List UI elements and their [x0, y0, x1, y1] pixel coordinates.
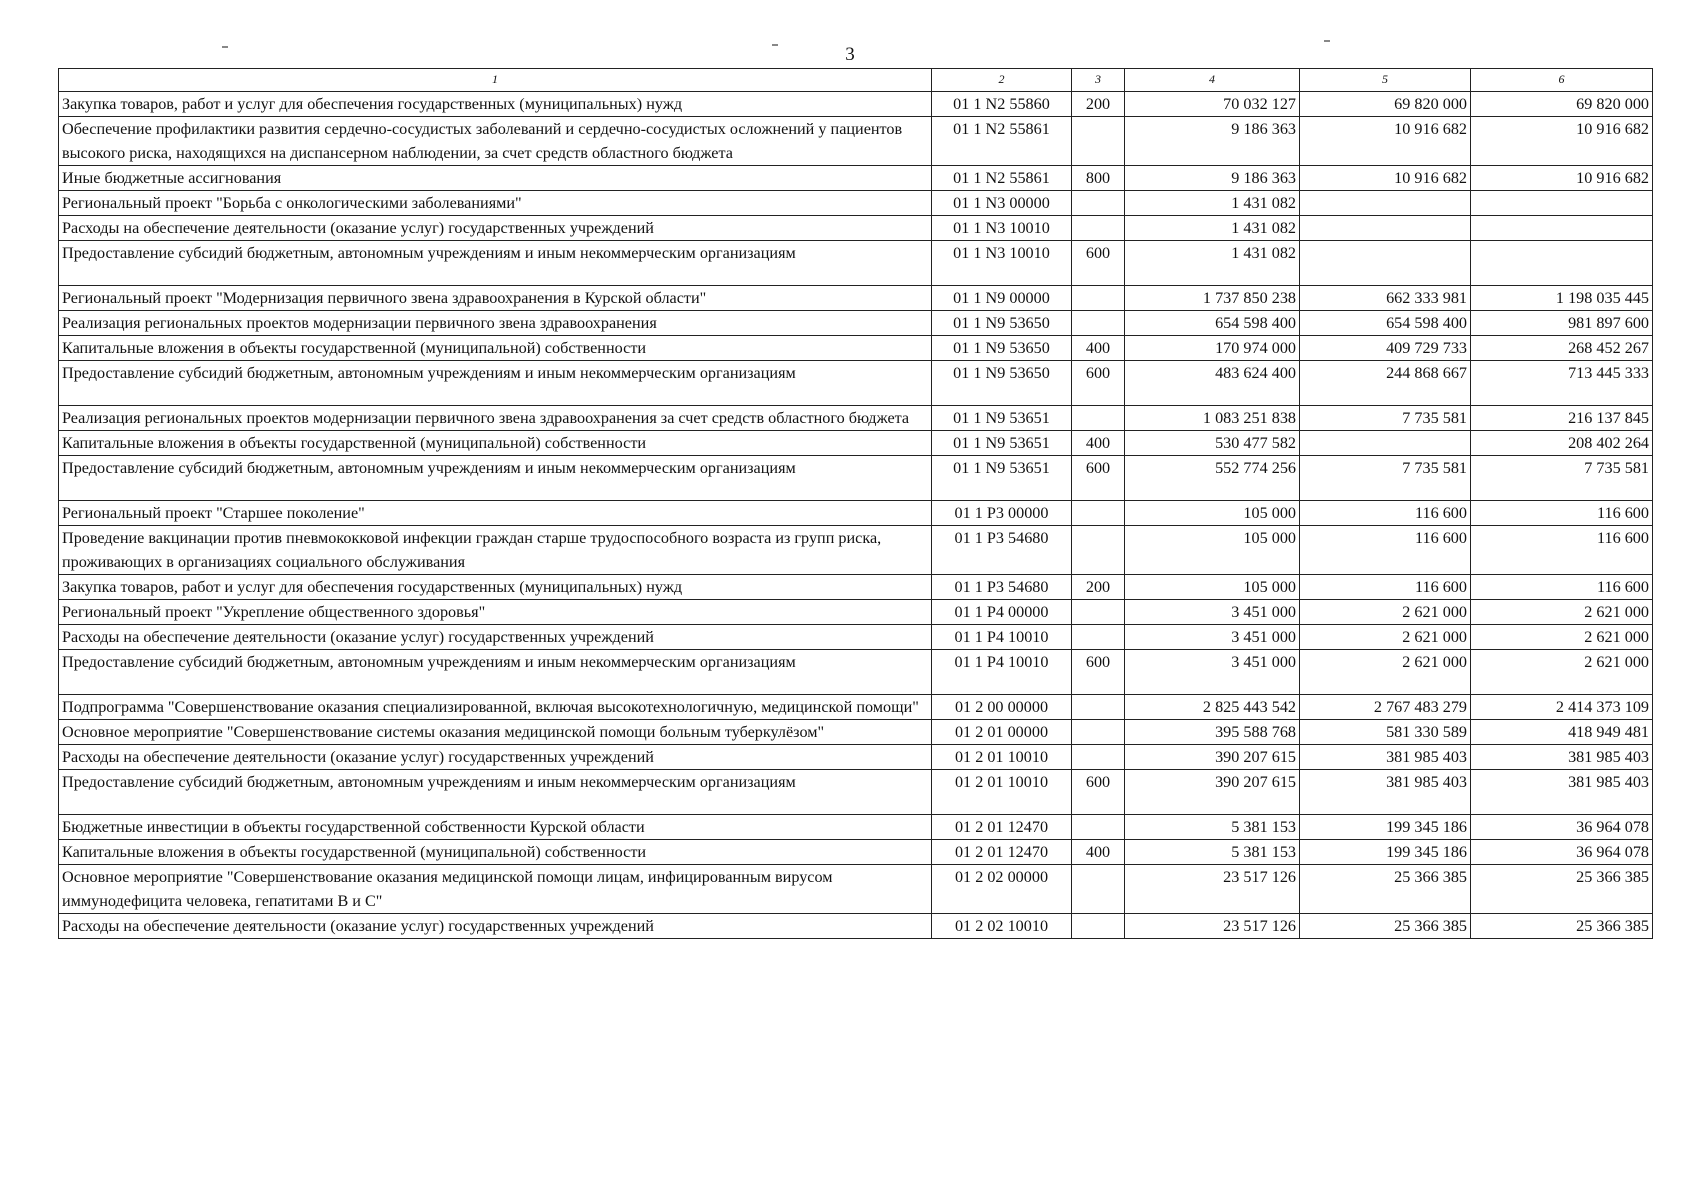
row-name-cell: Региональный проект "Укрепление общественного здоровья" — [59, 600, 932, 625]
row-value-col4: 552 774 256 — [1125, 456, 1300, 501]
table-row — [59, 526, 1653, 575]
row-value-col6: 10 916 682 — [1471, 117, 1653, 166]
row-type-cell — [1072, 406, 1125, 431]
row-value-col4: 5 381 153 — [1125, 815, 1300, 840]
row-value-col6 — [1471, 216, 1653, 241]
row-value-col4: 3 451 000 — [1125, 625, 1300, 650]
row-value-col5: 2 767 483 279 — [1300, 695, 1471, 720]
row-code-cell: 01 1 N9 53650 — [932, 336, 1072, 361]
row-value-col5: 2 621 000 — [1300, 625, 1471, 650]
row-value-col5: 7 735 581 — [1300, 406, 1471, 431]
row-name-cell: Региональный проект "Борьба с онкологическими заболеваниями" — [59, 191, 932, 216]
row-value-col6: 381 985 403 — [1471, 770, 1653, 815]
row-code-cell: 01 1 N9 53651 — [932, 431, 1072, 456]
row-value-col4: 1 431 082 — [1125, 191, 1300, 216]
table-row — [59, 166, 1653, 191]
row-code-cell: 01 1 N9 53651 — [932, 456, 1072, 501]
row-value-col5: 199 345 186 — [1300, 840, 1471, 865]
row-type-cell — [1072, 216, 1125, 241]
row-type-cell: 600 — [1072, 456, 1125, 501]
row-value-col5: 10 916 682 — [1300, 166, 1471, 191]
row-value-col5: 381 985 403 — [1300, 770, 1471, 815]
row-value-col5: 2 621 000 — [1300, 600, 1471, 625]
row-value-col5: 662 333 981 — [1300, 286, 1471, 311]
row-value-col5: 409 729 733 — [1300, 336, 1471, 361]
row-name-cell: Капитальные вложения в объекты государственной (муниципальной) собственности — [59, 336, 932, 361]
column-header-5: 5 — [1300, 69, 1471, 92]
row-type-cell — [1072, 914, 1125, 939]
row-name-cell: Капитальные вложения в объекты государственной (муниципальной) собственности — [59, 840, 932, 865]
table-row — [59, 840, 1653, 865]
table-row — [59, 406, 1653, 431]
row-value-col6: 7 735 581 — [1471, 456, 1653, 501]
row-value-col6: 116 600 — [1471, 501, 1653, 526]
row-code-cell: 01 1 N9 00000 — [932, 286, 1072, 311]
row-code-cell: 01 1 N2 55860 — [932, 92, 1072, 117]
row-code-cell: 01 1 N2 55861 — [932, 117, 1072, 166]
row-type-cell — [1072, 625, 1125, 650]
row-code-cell: 01 1 N9 53651 — [932, 406, 1072, 431]
column-header-1: 1 — [59, 69, 932, 92]
row-name-cell: Реализация региональных проектов модернизации первичного звена здравоохранения за счет средств областного бюджета — [59, 406, 932, 431]
row-value-col5: 116 600 — [1300, 575, 1471, 600]
row-value-col6: 381 985 403 — [1471, 745, 1653, 770]
row-value-col4: 105 000 — [1125, 575, 1300, 600]
row-value-col6: 25 366 385 — [1471, 914, 1653, 939]
row-name-cell: Предоставление субсидий бюджетным, автономным учреждениям и иным некоммерческим организациям — [59, 650, 932, 695]
row-value-col6: 2 621 000 — [1471, 625, 1653, 650]
table-row — [59, 501, 1653, 526]
row-name-cell: Расходы на обеспечение деятельности (оказание услуг) государственных учреждений — [59, 216, 932, 241]
row-value-col6 — [1471, 241, 1653, 286]
row-name-cell: Закупка товаров, работ и услуг для обеспечения государственных (муниципальных) нужд — [59, 575, 932, 600]
table-row — [59, 914, 1653, 939]
row-code-cell: 01 1 N9 53650 — [932, 361, 1072, 406]
row-code-cell: 01 1 N3 00000 — [932, 191, 1072, 216]
row-value-col4: 9 186 363 — [1125, 166, 1300, 191]
row-type-cell — [1072, 865, 1125, 914]
row-value-col6: 268 452 267 — [1471, 336, 1653, 361]
row-code-cell: 01 2 01 10010 — [932, 745, 1072, 770]
column-header-2: 2 — [932, 69, 1072, 92]
table-row — [59, 745, 1653, 770]
row-name-cell: Основное мероприятие "Совершенствование оказания медицинской помощи лицам, инфицированным вирусом иммунодефицита человека, гепатитами В и С" — [59, 865, 932, 914]
row-type-cell: 600 — [1072, 241, 1125, 286]
row-value-col6: 216 137 845 — [1471, 406, 1653, 431]
scan-speck — [1324, 40, 1330, 42]
row-name-cell: Основное мероприятие "Совершенствование системы оказания медицинской помощи больным туберкулёзом" — [59, 720, 932, 745]
row-name-cell: Реализация региональных проектов модернизации первичного звена здравоохранения — [59, 311, 932, 336]
row-value-col4: 530 477 582 — [1125, 431, 1300, 456]
row-code-cell: 01 2 01 00000 — [932, 720, 1072, 745]
row-name-cell: Иные бюджетные ассигнования — [59, 166, 932, 191]
row-name-cell: Предоставление субсидий бюджетным, автономным учреждениям и иным некоммерческим организациям — [59, 456, 932, 501]
row-name-cell: Предоставление субсидий бюджетным, автономным учреждениям и иным некоммерческим организациям — [59, 361, 932, 406]
row-type-cell — [1072, 117, 1125, 166]
row-value-col5: 116 600 — [1300, 501, 1471, 526]
row-value-col6: 713 445 333 — [1471, 361, 1653, 406]
row-value-col5: 25 366 385 — [1300, 914, 1471, 939]
row-value-col6: 981 897 600 — [1471, 311, 1653, 336]
page-number: 3 — [845, 44, 855, 65]
table-row — [59, 695, 1653, 720]
row-code-cell: 01 1 P4 10010 — [932, 625, 1072, 650]
row-type-cell — [1072, 745, 1125, 770]
row-value-col6: 208 402 264 — [1471, 431, 1653, 456]
row-type-cell — [1072, 191, 1125, 216]
row-name-cell: Расходы на обеспечение деятельности (оказание услуг) государственных учреждений — [59, 745, 932, 770]
table-row — [59, 600, 1653, 625]
row-code-cell: 01 1 P3 00000 — [932, 501, 1072, 526]
row-value-col6: 418 949 481 — [1471, 720, 1653, 745]
table-row — [59, 720, 1653, 745]
row-value-col4: 1 431 082 — [1125, 241, 1300, 286]
row-value-col4: 2 825 443 542 — [1125, 695, 1300, 720]
row-value-col5: 581 330 589 — [1300, 720, 1471, 745]
row-name-cell: Региональный проект "Старшее поколение" — [59, 501, 932, 526]
row-value-col5: 654 598 400 — [1300, 311, 1471, 336]
row-value-col4: 395 588 768 — [1125, 720, 1300, 745]
table-row — [59, 431, 1653, 456]
row-value-col5 — [1300, 241, 1471, 286]
row-type-cell: 400 — [1072, 431, 1125, 456]
table-row — [59, 311, 1653, 336]
row-type-cell — [1072, 526, 1125, 575]
row-name-cell: Капитальные вложения в объекты государственной (муниципальной) собственности — [59, 431, 932, 456]
row-value-col4: 1 083 251 838 — [1125, 406, 1300, 431]
row-value-col5 — [1300, 191, 1471, 216]
table-row — [59, 456, 1653, 501]
row-type-cell — [1072, 695, 1125, 720]
row-value-col6: 2 414 373 109 — [1471, 695, 1653, 720]
row-value-col4: 3 451 000 — [1125, 650, 1300, 695]
row-value-col6: 116 600 — [1471, 575, 1653, 600]
row-value-col5: 2 621 000 — [1300, 650, 1471, 695]
row-code-cell: 01 1 N3 10010 — [932, 216, 1072, 241]
row-type-cell: 200 — [1072, 92, 1125, 117]
table-header-row — [59, 69, 1653, 92]
row-type-cell: 800 — [1072, 166, 1125, 191]
row-name-cell: Предоставление субсидий бюджетным, автономным учреждениям и иным некоммерческим организациям — [59, 241, 932, 286]
row-value-col6: 69 820 000 — [1471, 92, 1653, 117]
table-row — [59, 191, 1653, 216]
row-value-col4: 23 517 126 — [1125, 865, 1300, 914]
row-type-cell — [1072, 311, 1125, 336]
row-value-col6: 2 621 000 — [1471, 650, 1653, 695]
table-row — [59, 815, 1653, 840]
table-body — [59, 92, 1653, 939]
row-value-col6 — [1471, 191, 1653, 216]
row-value-col4: 105 000 — [1125, 526, 1300, 575]
row-value-col4: 9 186 363 — [1125, 117, 1300, 166]
row-value-col4: 170 974 000 — [1125, 336, 1300, 361]
row-type-cell: 600 — [1072, 361, 1125, 406]
row-value-col6: 10 916 682 — [1471, 166, 1653, 191]
row-code-cell: 01 1 P4 10010 — [932, 650, 1072, 695]
row-type-cell: 200 — [1072, 575, 1125, 600]
row-value-col6: 2 621 000 — [1471, 600, 1653, 625]
row-value-col6: 116 600 — [1471, 526, 1653, 575]
row-code-cell: 01 1 N3 10010 — [932, 241, 1072, 286]
row-type-cell — [1072, 600, 1125, 625]
table-row — [59, 650, 1653, 695]
row-code-cell: 01 1 P4 00000 — [932, 600, 1072, 625]
row-code-cell: 01 2 01 12470 — [932, 840, 1072, 865]
row-value-col4: 70 032 127 — [1125, 92, 1300, 117]
row-type-cell: 400 — [1072, 840, 1125, 865]
row-value-col4: 23 517 126 — [1125, 914, 1300, 939]
row-name-cell: Региональный проект "Модернизация первичного звена здравоохранения в Курской области" — [59, 286, 932, 311]
row-name-cell: Закупка товаров, работ и услуг для обеспечения государственных (муниципальных) нужд — [59, 92, 932, 117]
column-header-3: 3 — [1072, 69, 1125, 92]
row-code-cell: 01 2 02 10010 — [932, 914, 1072, 939]
table-row — [59, 770, 1653, 815]
row-code-cell: 01 1 P3 54680 — [932, 575, 1072, 600]
row-name-cell: Предоставление субсидий бюджетным, автономным учреждениям и иным некоммерческим организациям — [59, 770, 932, 815]
table-row — [59, 625, 1653, 650]
table-row — [59, 865, 1653, 914]
table-row — [59, 336, 1653, 361]
row-type-cell: 600 — [1072, 770, 1125, 815]
row-value-col5: 116 600 — [1300, 526, 1471, 575]
row-value-col5: 69 820 000 — [1300, 92, 1471, 117]
row-value-col5: 10 916 682 — [1300, 117, 1471, 166]
row-value-col6: 1 198 035 445 — [1471, 286, 1653, 311]
row-value-col4: 390 207 615 — [1125, 770, 1300, 815]
row-name-cell: Расходы на обеспечение деятельности (оказание услуг) государственных учреждений — [59, 625, 932, 650]
row-code-cell: 01 1 N9 53650 — [932, 311, 1072, 336]
row-code-cell: 01 1 P3 54680 — [932, 526, 1072, 575]
row-code-cell: 01 2 00 00000 — [932, 695, 1072, 720]
table-row — [59, 361, 1653, 406]
row-code-cell: 01 1 N2 55861 — [932, 166, 1072, 191]
table-row — [59, 117, 1653, 166]
row-value-col4: 1 737 850 238 — [1125, 286, 1300, 311]
row-value-col5: 244 868 667 — [1300, 361, 1471, 406]
row-value-col5 — [1300, 431, 1471, 456]
row-value-col6: 25 366 385 — [1471, 865, 1653, 914]
column-header-4: 4 — [1125, 69, 1300, 92]
row-value-col5: 381 985 403 — [1300, 745, 1471, 770]
row-value-col5: 199 345 186 — [1300, 815, 1471, 840]
row-value-col4: 1 431 082 — [1125, 216, 1300, 241]
row-type-cell — [1072, 815, 1125, 840]
table-row — [59, 575, 1653, 600]
column-header-6: 6 — [1471, 69, 1653, 92]
table-row — [59, 241, 1653, 286]
row-value-col4: 483 624 400 — [1125, 361, 1300, 406]
table-row — [59, 286, 1653, 311]
row-value-col5: 25 366 385 — [1300, 865, 1471, 914]
row-code-cell: 01 2 02 00000 — [932, 865, 1072, 914]
row-value-col4: 5 381 153 — [1125, 840, 1300, 865]
table-row — [59, 92, 1653, 117]
row-type-cell — [1072, 286, 1125, 311]
row-value-col4: 390 207 615 — [1125, 745, 1300, 770]
row-type-cell: 400 — [1072, 336, 1125, 361]
budget-table — [58, 68, 1653, 939]
row-type-cell: 600 — [1072, 650, 1125, 695]
row-value-col4: 654 598 400 — [1125, 311, 1300, 336]
row-name-cell: Проведение вакцинации против пневмококковой инфекции граждан старше трудоспособного возраста из групп риска, проживающих в организациях социального обслуживания — [59, 526, 932, 575]
row-value-col4: 3 451 000 — [1125, 600, 1300, 625]
row-name-cell: Бюджетные инвестиции в объекты государственной собственности Курской области — [59, 815, 932, 840]
row-code-cell: 01 2 01 12470 — [932, 815, 1072, 840]
row-value-col4: 105 000 — [1125, 501, 1300, 526]
row-name-cell: Расходы на обеспечение деятельности (оказание услуг) государственных учреждений — [59, 914, 932, 939]
row-value-col6: 36 964 078 — [1471, 815, 1653, 840]
row-value-col6: 36 964 078 — [1471, 840, 1653, 865]
row-code-cell: 01 2 01 10010 — [932, 770, 1072, 815]
row-name-cell: Обеспечение профилактики развития сердечно-сосудистых заболеваний и сердечно-сосудистых осложнений у пациентов высокого риска, находящихся на диспансерном наблюдении, за счет средств областного бюджета — [59, 117, 932, 166]
row-value-col5 — [1300, 216, 1471, 241]
row-name-cell: Подпрограмма "Совершенствование оказания специализированной, включая высокотехнологичную, медицинской помощи" — [59, 695, 932, 720]
row-type-cell — [1072, 501, 1125, 526]
table-row — [59, 216, 1653, 241]
row-value-col5: 7 735 581 — [1300, 456, 1471, 501]
row-type-cell — [1072, 720, 1125, 745]
